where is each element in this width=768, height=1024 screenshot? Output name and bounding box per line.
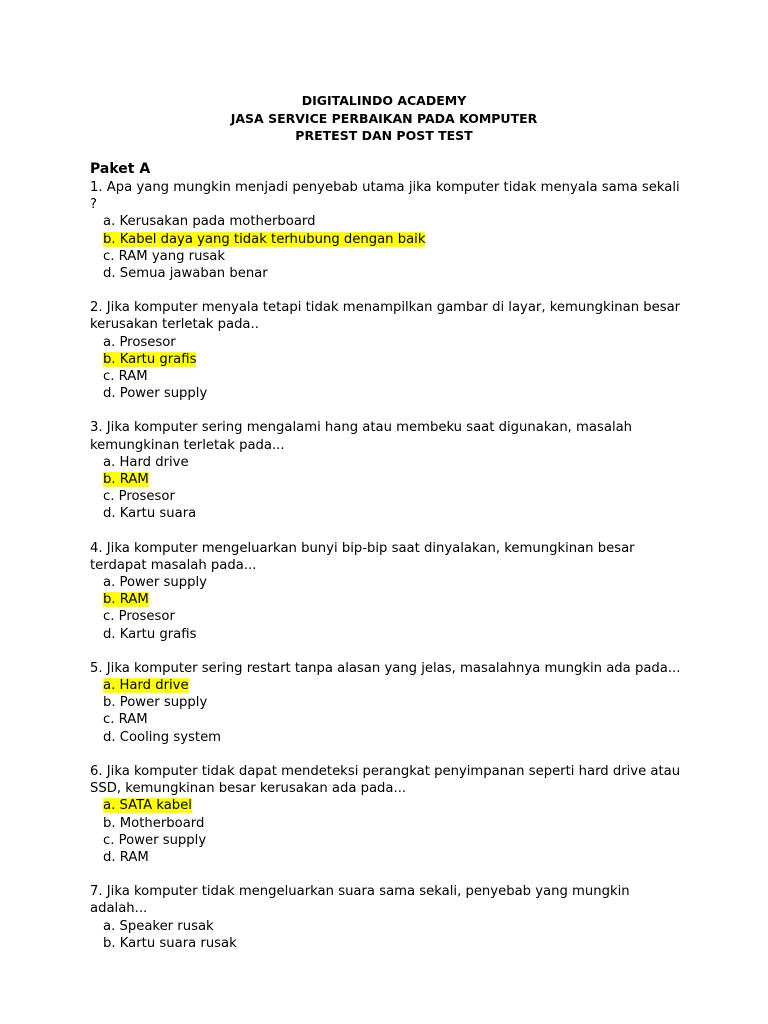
answer-option <box>103 334 690 351</box>
answer-label: c. Power supply <box>103 832 207 848</box>
answer-options <box>90 797 690 866</box>
answer-label: a. Kerusakan pada motherboard <box>103 214 316 230</box>
answer-label: c. RAM <box>103 712 148 728</box>
answer-options <box>90 454 690 523</box>
answer-options <box>90 334 690 403</box>
question-3 <box>90 419 690 522</box>
answer-label: c. RAM <box>103 369 148 385</box>
answer-option <box>103 797 690 814</box>
highlighted-answer: a. Hard drive <box>103 678 189 694</box>
answer-label: a. Speaker rusak <box>103 918 214 934</box>
question-text: 3. Jika komputer sering mengalami hang atau membeku saat digunakan, masalah kemungkinan terletak pada... <box>90 420 633 453</box>
answer-option <box>103 677 690 694</box>
question-text: 6. Jika komputer tidak dapat mendeteksi perangkat penyimpanan seperti hard drive atau SSD, kemungkinan besar kerusakan ada pada... <box>90 763 681 797</box>
answer-option <box>103 574 690 591</box>
answer-option <box>103 694 690 711</box>
answer-label: a. Hard drive <box>103 454 189 470</box>
answer-option <box>103 935 690 952</box>
highlighted-answer: a. SATA kabel <box>103 798 192 814</box>
question-text: 1. Apa yang mungkin menjadi penyebab utama jika komputer tidak menyala sama sekali ? <box>90 180 680 213</box>
answer-option <box>103 471 690 488</box>
answer-option <box>103 608 690 625</box>
highlighted-answer: b. RAM <box>103 592 149 608</box>
answer-option <box>103 265 690 282</box>
quiz-content <box>90 160 690 969</box>
question-5 <box>90 660 690 746</box>
answer-label: b. Motherboard <box>103 815 205 831</box>
answer-options <box>90 677 690 746</box>
answer-label: d. Cooling system <box>103 729 222 745</box>
answer-label: c. Prosesor <box>103 489 175 505</box>
answer-label: d. Semua jawaban benar <box>103 266 268 282</box>
answer-label: a. Power supply <box>103 575 207 591</box>
question-6 <box>90 763 690 866</box>
answer-option <box>103 626 690 643</box>
question-1 <box>90 179 690 282</box>
answer-option <box>103 231 690 248</box>
question-text: 5. Jika komputer sering restart tanpa alasan yang jelas, masalahnya mungkin ada pada... <box>90 660 681 676</box>
paket-title: Paket A <box>90 161 151 177</box>
question-text: 2. Jika komputer menyala tetapi tidak menampilkan gambar di layar, kemungkinan besar kerusakan terletak pada.. <box>90 300 681 333</box>
answer-option <box>103 832 690 849</box>
answer-option <box>103 849 690 866</box>
answer-option <box>103 368 690 385</box>
answer-option <box>103 815 690 832</box>
answer-option <box>103 711 690 728</box>
document-header <box>0 92 768 145</box>
answer-options <box>90 574 690 643</box>
question-7 <box>90 883 690 952</box>
answer-label: b. Kartu suara rusak <box>103 935 237 951</box>
answer-option <box>103 505 690 522</box>
question-4 <box>90 540 690 643</box>
answer-label: c. Prosesor <box>103 609 175 625</box>
answer-label: a. Prosesor <box>103 334 176 350</box>
answer-option <box>103 454 690 471</box>
answer-option <box>103 591 690 608</box>
answer-label: d. Kartu suara <box>103 506 197 522</box>
highlighted-answer: b. Kabel daya yang tidak terhubung dengan baik <box>103 231 426 247</box>
question-list <box>90 179 690 952</box>
header-test-title: PRETEST DAN POST TEST <box>295 128 473 143</box>
highlighted-answer: b. RAM <box>103 472 149 488</box>
answer-option <box>103 213 690 230</box>
answer-label: d. RAM <box>103 849 149 865</box>
answer-label: d. Power supply <box>103 386 208 402</box>
question-text: 7. Jika komputer tidak mengeluarkan suara sama sekali, penyebab yang mungkin adalah... <box>90 884 630 917</box>
answer-option <box>103 488 690 505</box>
header-academy-name: DIGITALINDO ACADEMY <box>301 93 467 108</box>
answer-options <box>90 213 690 282</box>
answer-label: c. RAM yang rusak <box>103 248 226 264</box>
answer-option <box>103 248 690 265</box>
answer-label: b. Power supply <box>103 695 208 711</box>
question-text: 4. Jika komputer mengeluarkan bunyi bip-bip saat dinyalakan, kemungkinan besar terdapat masalah pada... <box>90 540 635 573</box>
question-2 <box>90 299 690 402</box>
answer-option <box>103 729 690 746</box>
answer-options <box>90 918 690 952</box>
answer-option <box>103 918 690 935</box>
header-subtitle: JASA SERVICE PERBAIKAN PADA KOMPUTER <box>230 110 538 126</box>
highlighted-answer: b. Kartu grafis <box>103 351 197 367</box>
answer-label: d. Kartu grafis <box>103 626 197 642</box>
answer-option <box>103 385 690 402</box>
answer-option <box>103 351 690 368</box>
